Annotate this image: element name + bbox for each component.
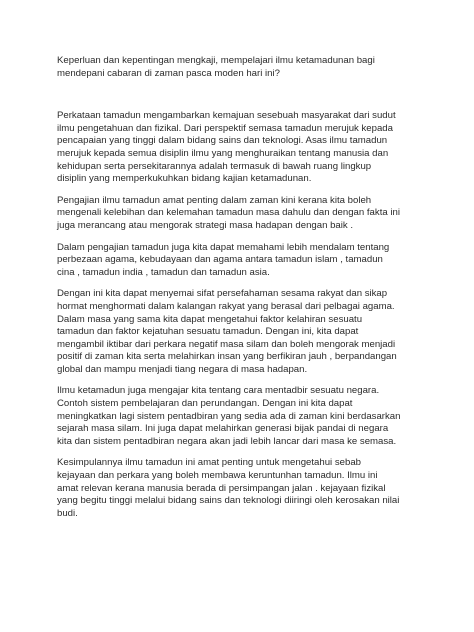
paragraph-6 xyxy=(57,457,427,520)
title-line: Keperluan dan kepentingan mengkaji, mempelajari ilmu ketamadunan bagi xyxy=(57,55,375,66)
text-line: Perkataan tamadun mengambarkan kemajuan sesebuah masyarakat dari sudut xyxy=(57,110,396,122)
text-line: ilmu pengetahuan dan fizikal. Dari perspektif semasa tamadun merujuk kepada xyxy=(57,122,393,134)
text-line: Dengan ini kita dapat menyemai sifat persefahaman sesama rakyat dan sikap xyxy=(57,288,388,300)
text-line: yang begitu tinggi melalui bidang sains dan teknologi diiringi oleh kerosakan nilai xyxy=(57,495,400,507)
text-line: kehidupan serta persekitarannya adalah termasuk di bawah ruang lingkup xyxy=(57,160,372,172)
text-line: Dalam pengajian tamadun juga kita dapat memahami lebih mendalam tentang xyxy=(57,241,390,253)
text-line: meningkatkan lagi sistem pentadbiran yang sedia ada di zaman kini berdasarkan xyxy=(57,410,401,422)
text-line: kita dan sistem pentadbiran negara akan jadi lebih lancar dari masa ke semasa. xyxy=(57,435,397,447)
text-line: global dan mampu menjadi tiang negara di masa hadapan. xyxy=(57,363,308,375)
text-line: Kesimpulannya ilmu tamadun ini amat penting untuk mengetahui sebab xyxy=(57,457,361,469)
text-line: perbezaan agama, kebudayaan dan agama antara tamadun islam , tamadun xyxy=(57,254,383,266)
paragraph-4 xyxy=(57,288,427,376)
paragraph-3 xyxy=(57,242,427,280)
text-line: mengambil iktibar dari perkara negatif masa silam dan boleh mengorak menjadi xyxy=(57,338,396,350)
text-line: hormat menghormati dalam kalangan rakyat yang berasal dari pelbagai agama. xyxy=(57,300,395,312)
text-line: Ilmu ketamadun juga mengajar kita tentang cara mentadbir sesuatu negara. xyxy=(57,385,380,397)
text-line: sejarah masa silam. Ini juga dapat melahirkan generasi bijak pandai di negara xyxy=(57,423,389,435)
title-line: mendepani cabaran di zaman pasca moden hari ini? xyxy=(57,67,280,79)
paragraph-1 xyxy=(57,110,427,186)
text-line: kejayaan dan perkara yang boleh membawa keruntunhan tamadun. Ilmu ini xyxy=(57,470,378,482)
text-line: budi. xyxy=(57,507,78,519)
text-line: disiplin yang memperkukuhkan bidang kajian ketamadunan. xyxy=(57,173,312,185)
text-line: positif di zaman kita serta melahirkan insan yang berfikiran jauh , berpandangan xyxy=(57,351,397,363)
text-line: Dalam masa yang sama kita dapat mengetahui faktor kelahiran sesuatu xyxy=(57,313,363,325)
text-line: Pengajian ilmu tamadun amat penting dalam zaman kini kerana kita boleh xyxy=(57,194,372,206)
document-title xyxy=(57,55,427,80)
text-line: juga merancang atau mengorak strategi masa hadapan dengan baik . xyxy=(57,219,354,231)
text-line: pencapaian yang tinggi dalam bidang sains dan teknologi. Asas ilmu tamadun xyxy=(57,135,388,147)
paragraph-5 xyxy=(57,385,427,448)
text-line: amat relevan kerana manusia berada di persimpangan jalan . kejayaan fizikal xyxy=(57,482,386,494)
text-line: Contoh sistem pembelajaran dan perundangan. Dengan ini kita dapat xyxy=(57,398,353,410)
text-line: tamadun dan faktor kejatuhan sesuatu tamadun. Dengan ini, kita dapat xyxy=(57,326,359,338)
paragraph-2 xyxy=(57,195,427,233)
document-body xyxy=(57,55,427,529)
text-line: mengenali kelebihan dan kelemahan tamadun masa dahulu dan dengan fakta ini xyxy=(57,207,400,219)
text-line: cina , tamadun india , tamadun dan tamadun asia. xyxy=(57,266,270,278)
text-line: merujuk kepada semua disiplin ilmu yang menghuraikan tentang manusia dan xyxy=(57,147,389,159)
